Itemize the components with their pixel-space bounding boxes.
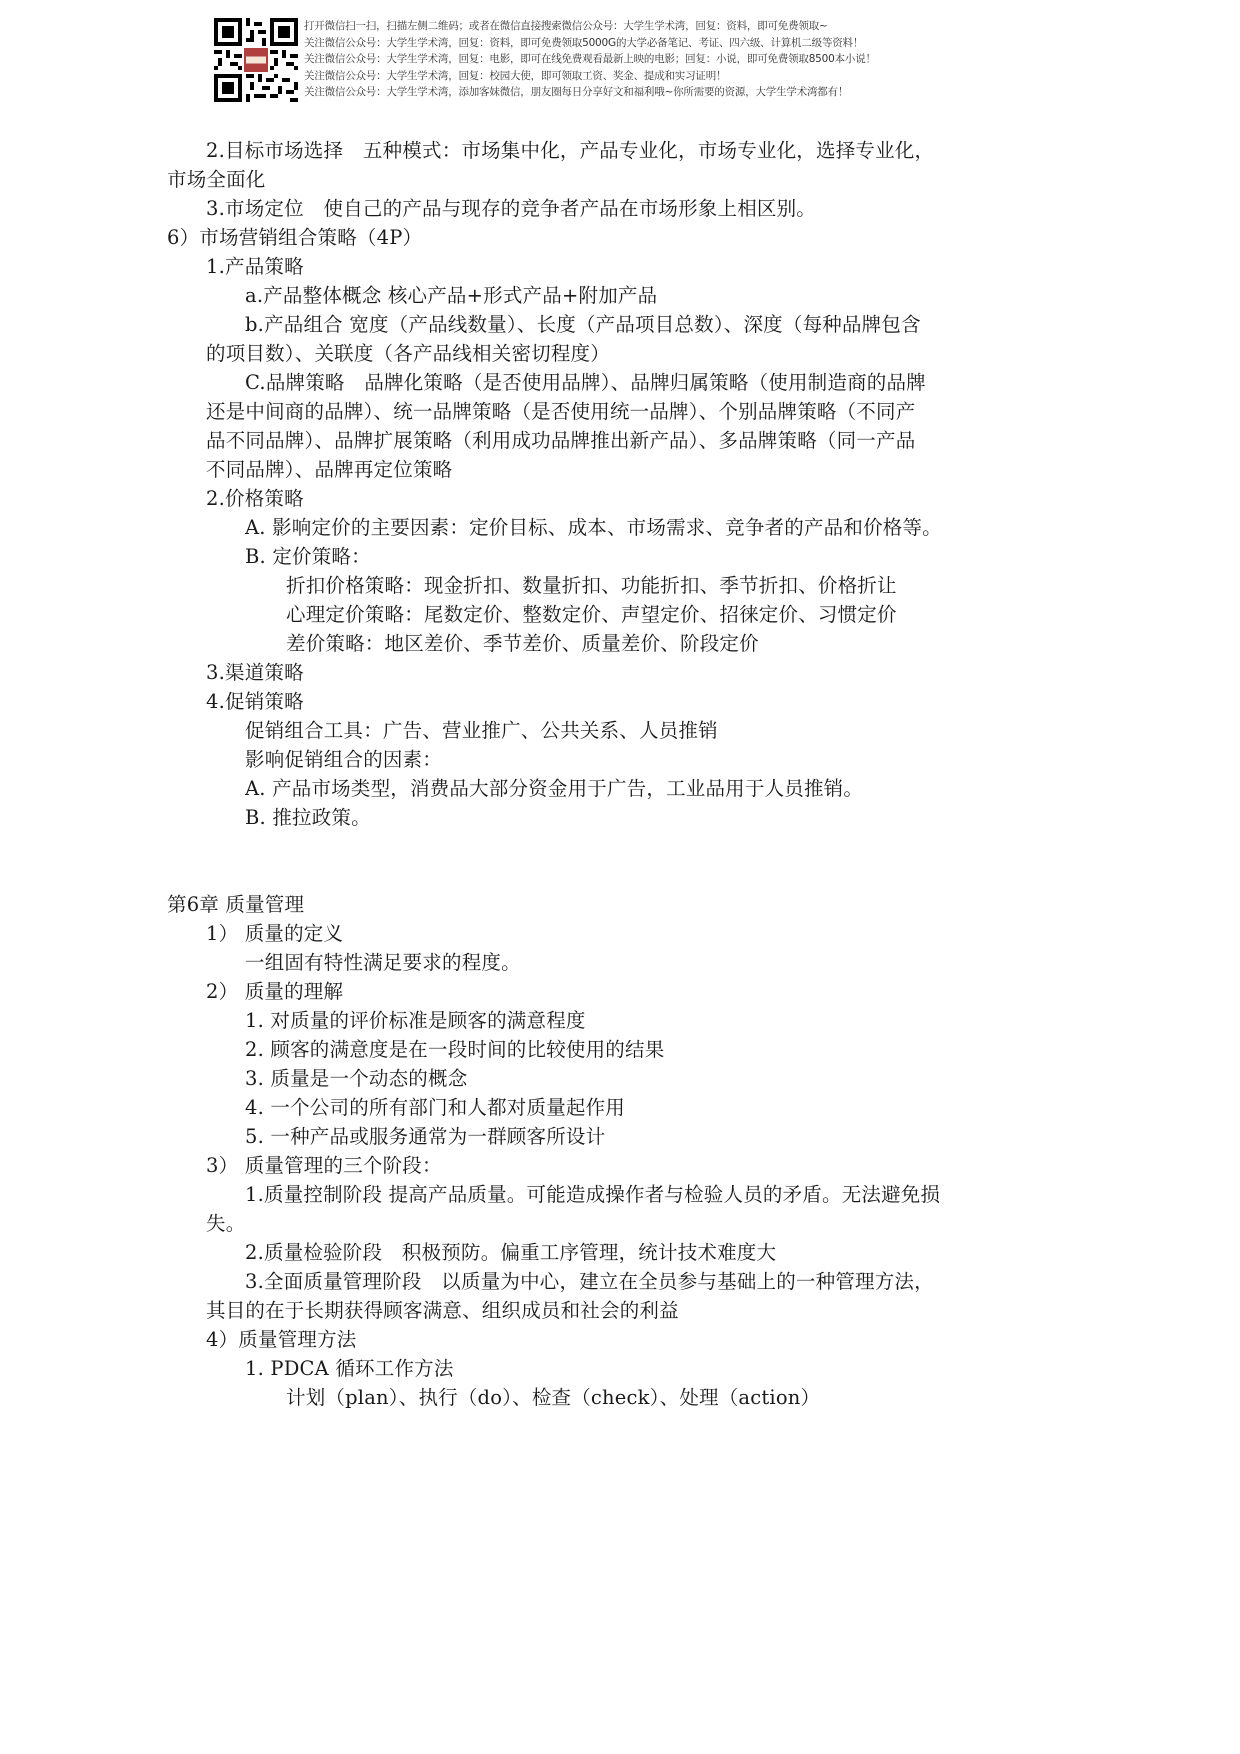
text-line: B. 推拉政策。 (245, 806, 371, 829)
text-line: b.产品组合 宽度（产品线数量）、长度（产品项目总数）、深度（每种品牌包含 (245, 313, 921, 336)
promo-line: 关注微信公众号：大学生学术湾，添加客妹微信，朋友圈每日分享好文和福利哦~你所需要的资源，大学生学术湾都有！ (304, 86, 849, 98)
text-line: 品不同品牌）、品牌扩展策略（利用成功品牌推出新产品）、多品牌策略（同一产品 (206, 429, 916, 452)
text-line: 5. 一种产品或服务通常为一群顾客所设计 (245, 1125, 606, 1148)
text-line: 影响促销组合的因素： (245, 748, 443, 771)
text-line: 差价策略：地区差价、季节差价、质量差价、阶段定价 (286, 632, 759, 655)
text-line: 3. 质量是一个动态的概念 (245, 1067, 468, 1090)
text-line: a.产品整体概念 核心产品+形式产品+附加产品 (245, 284, 658, 307)
text-line: 3.渠道策略 (206, 661, 304, 684)
text-line: A. 产品市场类型，消费品大部分资金用于广告，工业品用于人员推销。 (245, 777, 864, 800)
text-line: 1.产品策略 (206, 255, 304, 278)
text-line: 1. PDCA 循环工作方法 (245, 1357, 454, 1380)
promo-line: 关注微信公众号：大学生学术湾，回复：电影，即可在线免费观看最新上映的电影；回复：小说，即可免费领取8500本小说！ (304, 53, 876, 65)
text-line: 1.质量控制阶段 提高产品质量。可能造成操作者与检验人员的矛盾。无法避免损 (245, 1183, 941, 1206)
text-line: 1） 质量的定义 (206, 922, 344, 945)
text-line: 市场全面化 (167, 168, 266, 191)
text-line: 折扣价格策略：现金折扣、数量折扣、功能折扣、季节折扣、价格折让 (286, 574, 897, 597)
text-line: 计划（plan）、执行（do）、检查（check）、处理（action） (286, 1386, 821, 1409)
text-line: 3.市场定位 使自己的产品与现存的竞争者产品在市场形象上相区别。 (206, 197, 817, 220)
text-line: 4.促销策略 (206, 690, 304, 713)
text-line: 2.质量检验阶段 积极预防。偏重工序管理，统计技术难度大 (245, 1241, 777, 1264)
text-line: A. 影响定价的主要因素：定价目标、成本、市场需求、竞争者的产品和价格等。 (245, 516, 942, 539)
qr-code-icon[interactable] (214, 18, 298, 102)
text-line: 3） 质量管理的三个阶段： (206, 1154, 442, 1177)
text-line: 失。 (206, 1212, 246, 1235)
text-line: 2. 顾客的满意度是在一段时间的比较使用的结果 (245, 1038, 665, 1061)
text-line: 心理定价策略：尾数定价、整数定价、声望定价、招徕定价、习惯定价 (286, 603, 897, 626)
text-line: 3.全面质量管理阶段 以质量为中心，建立在全员参与基础上的一种管理方法， (245, 1270, 934, 1293)
text-line: 2.价格策略 (206, 487, 304, 510)
promo-line: 关注微信公众号：大学生学术湾，回复：校园大使，即可领取工资、奖金、提成和实习证明！ (304, 69, 727, 82)
text-line: C.品牌策略 品牌化策略（是否使用品牌）、品牌归属策略（使用制造商的品牌 (245, 371, 926, 394)
promo-header (214, 18, 876, 102)
text-line: 促销组合工具：广告、营业推广、公共关系、人员推销 (245, 719, 718, 742)
promo-line: 打开微信扫一扫，扫描左侧二维码；或者在微信直接搜索微信公众号：大学生学术湾，回复：资料，即可免费领取~ (304, 20, 828, 32)
text-line: 4. 一个公司的所有部门和人都对质量起作用 (245, 1096, 626, 1119)
promo-line: 关注微信公众号：大学生学术湾，回复：资料，即可免费领取5000G的大学必备笔记、考证、四六级、计算机二级等资料！ (304, 36, 864, 49)
text-line: 不同品牌）、品牌再定位策略 (206, 458, 453, 481)
text-line: 2） 质量的理解 (206, 980, 344, 1003)
text-line: 其目的在于长期获得顾客满意、组织成员和社会的利益 (206, 1299, 679, 1322)
text-line: 4）质量管理方法 (206, 1328, 357, 1351)
text-line: 2.目标市场选择 五种模式：市场集中化，产品专业化，市场专业化，选择专业化， (206, 139, 935, 162)
text-line: B. 定价策略： (245, 545, 371, 568)
text-line: 1. 对质量的评价标准是顾客的满意程度 (245, 1009, 586, 1032)
text-line: 6）市场营销组合策略（4P） (167, 226, 423, 249)
text-line: 的项目数）、关联度（各产品线相关密切程度） (206, 342, 610, 365)
text-line: 一组固有特性满足要求的程度。 (245, 951, 521, 974)
text-line: 还是中间商的品牌）、统一品牌策略（是否使用统一品牌）、个别品牌策略（不同产 (206, 400, 916, 423)
text-line: 第6章 质量管理 (167, 893, 305, 916)
